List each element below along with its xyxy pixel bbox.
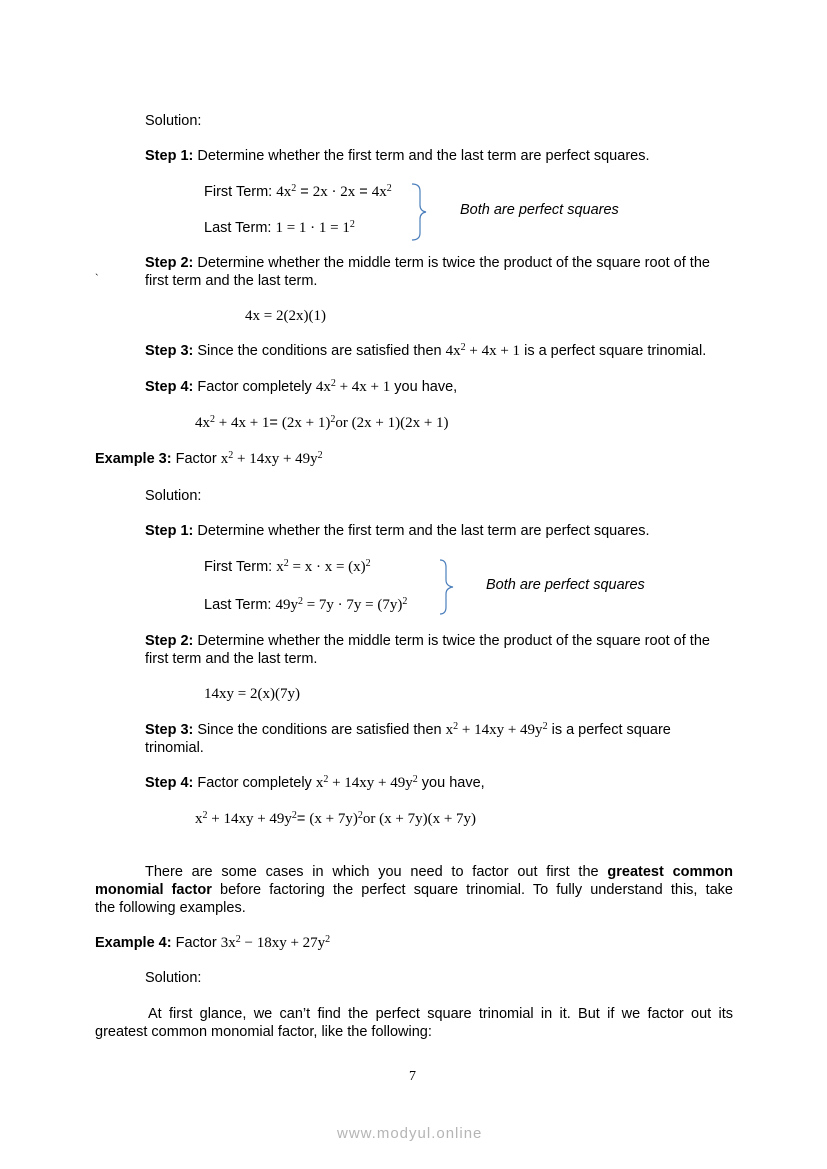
math-expression: $4x^2 + 4x + 1$ [315, 378, 391, 395]
curly-brace [412, 183, 428, 241]
curly-brace [440, 559, 456, 615]
last-term-label: Last Term: [204, 220, 276, 236]
first-term-label: First Term: [204, 184, 277, 200]
example4-heading: Example 4: Factor $3x^2 - 18xy + 27y^2$ [95, 934, 331, 951]
step-label: Step 3: [145, 722, 194, 738]
math-expression: 2x · 2x [312, 184, 356, 200]
step1-line: Step 1: Determine whether the first term and the last term are perfect squares. [145, 523, 650, 539]
step1-line [145, 147, 650, 165]
stray-mark: ` [95, 273, 99, 285]
factored-result: $x^2 + 14xy + 49y^2= (x + 7y)^2or$ (x + 7y)(x + 7y) [195, 810, 477, 827]
gcf-paragraph-line3: the following examples. [95, 900, 246, 916]
math-expression: $3x^2 - 18xy + 27y^2$ [220, 934, 331, 951]
math-expression: $1 = 1 \cdot 1 = 1^2$ [275, 219, 355, 236]
step2-line1: Step 2: Determine whether the middle term is twice the product of the square root of the [145, 255, 710, 271]
example3-heading: Example 3: Factor $x^2 + 14xy + 49y^2$ [95, 450, 323, 467]
step-label: Step 2: [145, 255, 194, 271]
first-term-line: First Term: $x^2 = x \cdot x = (x)^2$ [204, 558, 371, 575]
example-label: Example 4: [95, 935, 172, 951]
gcf-paragraph-line1: There are some cases in which you need to factor out first the greatest common [145, 864, 733, 880]
middle-term-equation: 4x = 2(2x)(1) [245, 308, 326, 324]
brace-note: Both are perfect squares [460, 202, 619, 218]
math-expression: $x^2 + 14xy + 49y^2$ [445, 721, 548, 738]
math-expression: $4x^2 + 4x + 1$ [445, 342, 521, 359]
math-expression: $4x^2$ [276, 183, 297, 200]
step-label: Step 4: [145, 775, 194, 791]
last-term-line: Last Term: $49y^2 = 7y \cdot 7y = (7y)^2$ [204, 596, 408, 613]
math-expression: $4x^2$ [371, 183, 392, 200]
step4-line: Step 4: Factor completely $4x^2 + 4x + 1$ you have, [145, 378, 458, 395]
solution-label: Solution: [145, 488, 202, 504]
step-label: Step 4: [145, 379, 194, 395]
example4-paragraph: At first glance, we can’t find the perfect square trinomial in it. But if we factor out its greatest common monomial factor, like the following: [95, 1006, 733, 1040]
step3-line: Step 3: Since the conditions are satisfied then $4x^2 + 4x + 1$ is a perfect square trinomial. [145, 342, 707, 359]
last-term-line [204, 219, 355, 237]
step-text: Determine whether the first term and the last term are perfect squares. [193, 148, 650, 164]
math-expression: $x^2 + 14xy + 49y^2$ [315, 774, 418, 791]
factored-result: $4x^2 + 4x + 1= (2x + 1)^2or$ (2x + 1)(2x + 1) [195, 414, 449, 431]
gcf-paragraph-line2: monomial factor before factoring the perfect square trinomial. To fully understand this, take [95, 882, 733, 898]
solution-label: Solution: [145, 113, 202, 129]
step3-paragraph: Step 3: Since the conditions are satisfied then $x^2 + 14xy + 49y^2$ is a perfect square trinomial. [145, 721, 671, 756]
solution-label: Solution: [145, 970, 202, 986]
brace-note: Both are perfect squares [486, 577, 645, 593]
step-label: Step 3: [145, 343, 194, 359]
page-number: 7 [409, 1069, 416, 1084]
example-label: Example 3: [95, 451, 172, 467]
step2-line2: first term and the last term. [145, 273, 318, 289]
watermark: www.modyul.online [337, 1125, 483, 1142]
step2-line1: Step 2: Determine whether the middle term is twice the product of the square root of the [145, 633, 710, 649]
math-expression: $x^2 = x \cdot x = (x)^2$ [276, 558, 371, 575]
math-expression: $49y^2 = 7y \cdot 7y = (7y)^2$ [275, 596, 408, 613]
step-label: Step 2: [145, 633, 194, 649]
step4-line: Step 4: Factor completely $x^2 + 14xy + 49y^2$ you have, [145, 774, 485, 791]
step-label: Step 1: [145, 523, 194, 539]
first-term-line: First Term: $4x^2 = 2x \cdot 2x = 4x^2$ [204, 183, 392, 200]
step-label: Step 1: [145, 148, 194, 164]
step2-line2: first term and the last term. [145, 651, 318, 667]
math-expression: $x^2 + 14xy + 49y^2$ [220, 450, 323, 467]
middle-term-equation: 14xy = 2(x)(7y) [204, 686, 300, 702]
